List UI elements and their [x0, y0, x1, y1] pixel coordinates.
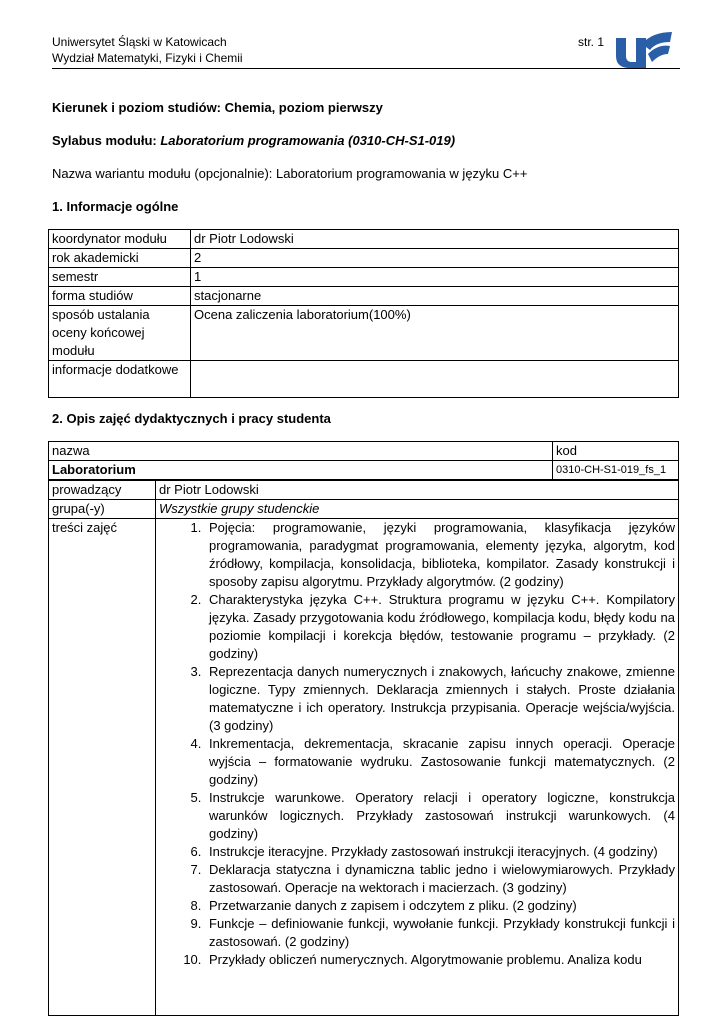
- header-divider: [52, 68, 680, 69]
- content-label: treści zajęć: [49, 519, 156, 1016]
- table-row: [49, 500, 679, 519]
- content-cell: [156, 519, 679, 1016]
- table-row: [49, 461, 679, 481]
- list-item: 10. Przykłady obliczeń numerycznych. Algorytmowanie problemu. Analiza kodu: [205, 951, 675, 969]
- year-value: 2: [191, 249, 679, 268]
- year-label: rok akademicki: [49, 249, 191, 268]
- list-item: 1. Pojęcia: programowanie, języki programowania, klasyfikacja języków programowania, paradygmat programowania, elementy języka, algorytm, kod źródłowy, kompilacja, konsolidacja, biblioteka, kompilator. Zasady konstrukcji i sposoby zapisu algorytmu. Przykłady algorytmów. (2 godziny): [205, 519, 675, 591]
- class-code: 0310-CH-S1-019_fs_1: [553, 461, 679, 481]
- list-item: 4. Inkrementacja, dekrementacja, skracanie zapisu innych operacji. Operacje wyjścia – formatowanie wydruku. Zastosowanie funkcji matematycznych. (2 godziny): [205, 735, 675, 789]
- table-row: [49, 230, 679, 249]
- content-list: [159, 519, 675, 969]
- table-row: [49, 519, 679, 1016]
- list-item: 6. Instrukcje iteracyjne. Przykłady zastosowań instrukcji iteracyjnych. (4 godziny): [205, 843, 675, 861]
- university-logo-icon: [612, 30, 674, 70]
- table-row: [49, 361, 679, 398]
- section-1-title: 1. Informacje ogólne: [52, 199, 179, 214]
- teacher-value: dr Piotr Lodowski: [156, 480, 679, 500]
- code-header: kod: [553, 442, 679, 461]
- general-info-table: [48, 229, 679, 398]
- form-label: forma studiów: [49, 287, 191, 306]
- form-value: stacjonarne: [191, 287, 679, 306]
- page-number: str. 1: [577, 35, 604, 49]
- table-row: [49, 268, 679, 287]
- coordinator-value: dr Piotr Lodowski: [191, 230, 679, 249]
- program-heading: Kierunek i poziom studiów: Chemia, poziom pierwszy: [52, 100, 383, 115]
- list-item: 9. Funkcje – definiowanie funkcji, wywołanie funkcji. Przykłady konstrukcji funkcji i zastosowań. (2 godziny): [205, 915, 675, 951]
- grading-value: Ocena zaliczenia laboratorium(100%): [191, 306, 679, 361]
- extra-info-value: [191, 361, 679, 398]
- extra-info-label: informacje dodatkowe: [49, 361, 191, 398]
- list-item: 2. Charakterystyka języka C++. Struktura programu w języku C++. Kompilatory języka. Zasady przygotowania kodu źródłowego, kompilacja kodu, błędy kodu na poziomie kompilacji i korekcja błędów, testowanie programu – przykłady. (2 godziny): [205, 591, 675, 663]
- group-value: Wszystkie grupy studenckie: [156, 500, 679, 519]
- page-header: [52, 34, 604, 66]
- table-row: [49, 480, 679, 500]
- syllabus-heading: Sylabus modułu: Laboratorium programowania (0310-CH-S1-019): [52, 133, 456, 148]
- semester-value: 1: [191, 268, 679, 287]
- list-item: 8. Przetwarzanie danych z zapisem i odczytem z pliku. (2 godziny): [205, 897, 675, 915]
- classes-table: [48, 441, 679, 1016]
- group-label: grupa(-y): [49, 500, 156, 519]
- table-row: [49, 442, 679, 461]
- list-item: 3. Reprezentacja danych numerycznych i znakowych, łańcuchy znakowe, zmienne logiczne. Typy zmiennych. Deklaracja zmiennych i stałych. Proste działania matematyczne i ich operatory. Instrukcja przypisania. Operacje wejścia/wyjścia. (3 godziny): [205, 663, 675, 735]
- table-row: [49, 287, 679, 306]
- grading-label: sposób ustalania oceny końcowej modułu: [49, 306, 191, 361]
- faculty-name: Wydział Matematyki, Fizyki i Chemii: [52, 51, 243, 65]
- coordinator-label: koordynator modułu: [49, 230, 191, 249]
- class-name: Laboratorium: [49, 461, 553, 481]
- university-name: Uniwersytet Śląski w Katowicach: [52, 35, 227, 49]
- variant-heading: Nazwa wariantu modułu (opcjonalnie): Laboratorium programowania w języku C++: [52, 166, 528, 181]
- list-item: 5. Instrukcje warunkowe. Operatory relacji i operatory logiczne, konstrukcja warunków logicznych. Przykłady zastosowań instrukcji warunkowych. (4 godziny): [205, 789, 675, 843]
- name-header: nazwa: [49, 442, 553, 461]
- section-2-title: 2. Opis zajęć dydaktycznych i pracy studenta: [52, 411, 331, 426]
- table-row: [49, 306, 679, 361]
- teacher-label: prowadzący: [49, 480, 156, 500]
- list-item: 7. Deklaracja statyczna i dynamiczna tablic jedno i wielowymiarowych. Przykłady zastosowań. Operacje na wektorach i macierzach. (3 godziny): [205, 861, 675, 897]
- semester-label: semestr: [49, 268, 191, 287]
- table-row: [49, 249, 679, 268]
